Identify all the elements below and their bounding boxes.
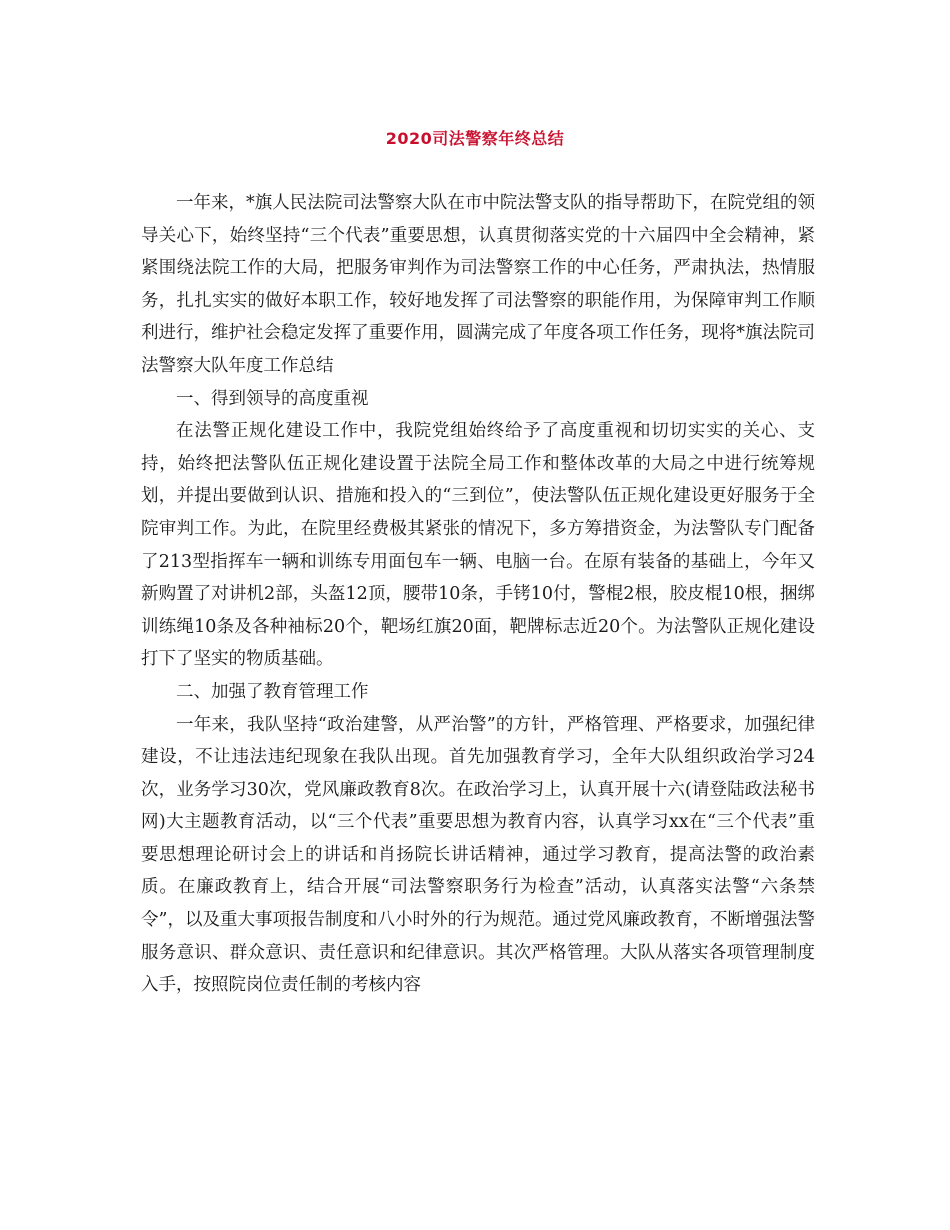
paragraph-section-1: 在法警正规化建设工作中，我院党组始终给予了高度重视和切切实实的关心、支持，始终把法警队伍正规化建设置于法院全局工作和整体改革的大局之中进行统筹规划，并提出要做到认识、措施和投入的“三到位”，使法警队伍正规化建设更好服务于全院审判工作。为此，在院里经费极其紧张的情况下，多方筹措资金，为法警队专门配备了213型指挥车一辆和训练专用面包车一辆、电脑一台。在原有装备的基础上，今年又新购置了对讲机2部，头盔12顶，腰带10条，手铐10付，警棍2根，胶皮棍10根，捆绑训练绳10条及各种袖标20个，靶场红旗20面，靶牌标志近20个。为法警队正规化建设打下了坚实的物质基础。 <box>141 421 815 670</box>
paragraph-intro: 一年来，*旗人民法院司法警察大队在市中院法警支队的指导帮助下，在院党组的领导关心下，始终坚持“三个代表”重要思想，认真贯彻落实党的十六届四中全会精神，紧紧围绕法院工作的大局，把服务审判作为司法警察工作的中心任务，严肃执法，热情服务，扎扎实实的做好本职工作，较好地发挥了司法警察的职能作用，为保障审判工作顺利进行，维护社会稳定发挥了重要作用，圆满完成了年度各项工作任务，现将*旗法院司法警察大队年度工作总结 <box>141 193 815 376</box>
section-heading-1: 一、得到领导的高度重视 <box>176 388 369 409</box>
document-body <box>141 187 815 1002</box>
section-heading-2: 二、加强了教育管理工作 <box>176 681 369 702</box>
paragraph-section-2: 一年来，我队坚持“政治建警，从严治警”的方针，严格管理、严格要求，加强纪律建设，不让违法违纪现象在我队出现。首先加强教育学习，全年大队组织政治学习24次，业务学习30次，党风廉政教育8次。在政治学习上，认真开展十六(请登陆政法秘书网)大主题教育活动，以“三个代表”重要思想为教育内容，认真学习xx在“三个代表”重要思想理论研讨会上的讲话和肖扬院长讲话精神，通过学习教育，提高法警的政治素质。在廉政教育上，结合开展“司法警察职务行为检查”活动，认真落实法警“六条禁令”，以及重大事项报告制度和八小时外的行为规范。通过党风廉政教育，不断增强法警服务意识、群众意识、责任意识和纪律意识。其次严格管理。大队从落实各项管理制度入手，按照院岗位责任制的考核内容 <box>141 714 815 996</box>
document-title: 2020司法警察年终总结 <box>385 129 565 148</box>
